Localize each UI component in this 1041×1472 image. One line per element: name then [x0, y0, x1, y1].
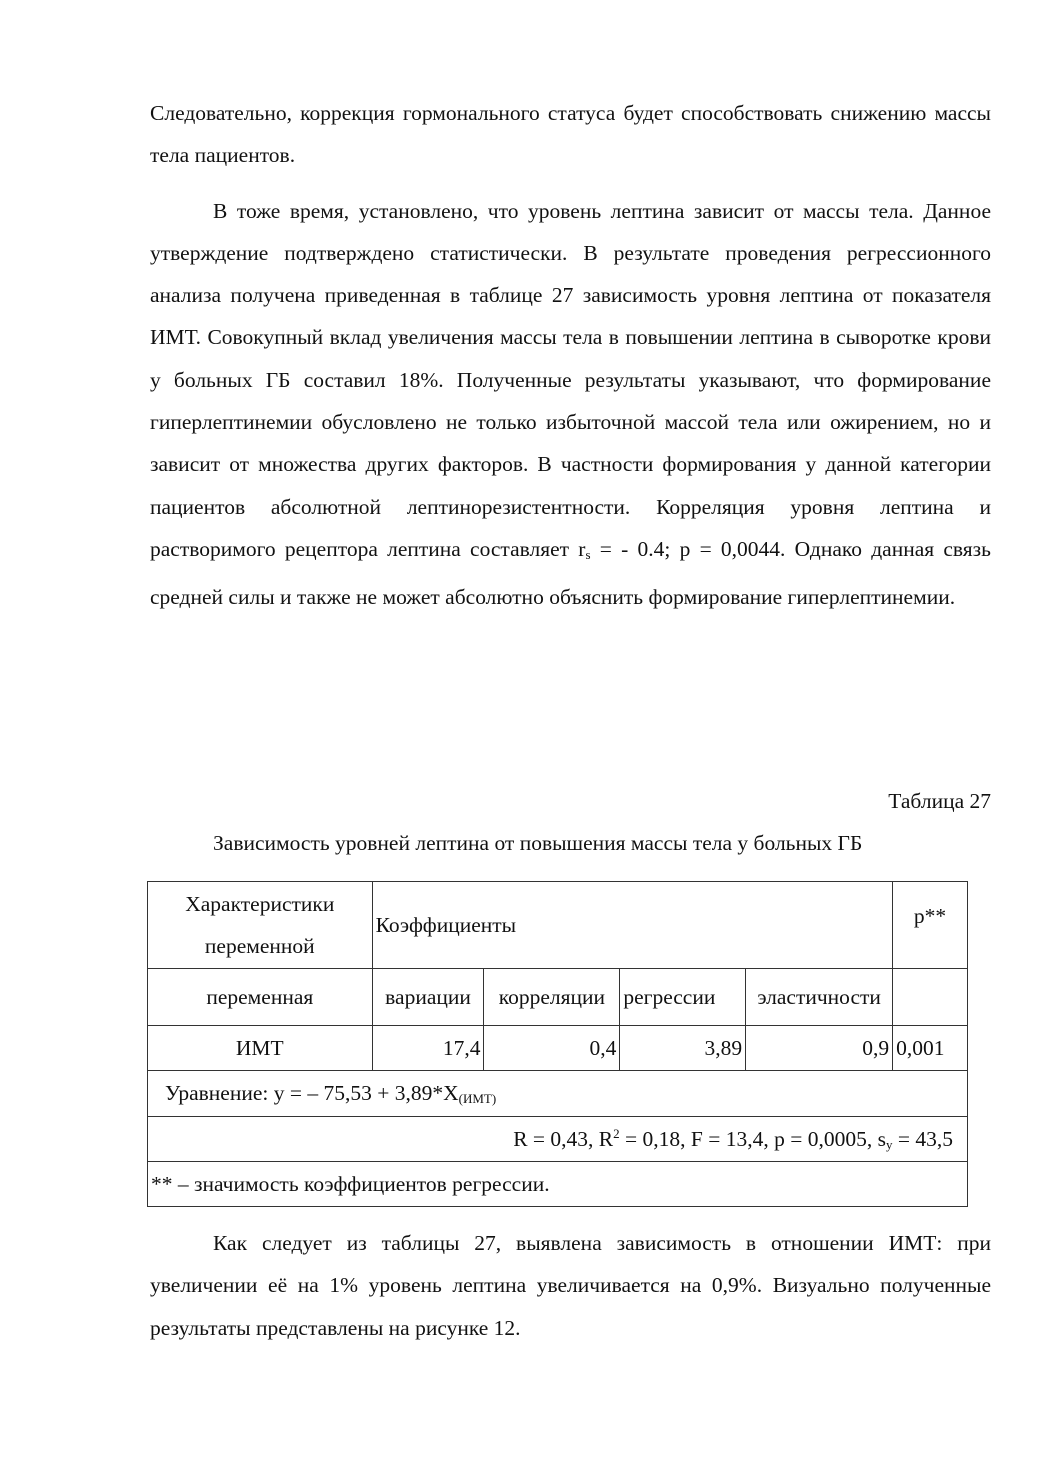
subheader-variation: вариации: [372, 969, 484, 1026]
paragraph-1: Следовательно, коррекция гормонального статуса будет способствовать снижению массы тела пациентов.: [150, 101, 991, 168]
regression-table: [147, 881, 968, 1207]
equation-text: Уравнение: y = – 75,53 + 3,89*X: [165, 1080, 459, 1105]
table-subheader-row: [148, 969, 968, 1026]
model-statistics: [148, 1117, 968, 1162]
stats-text-b: = 0,18, F = 13,4, p = 0,0005, s: [619, 1126, 886, 1151]
subheader-elasticity: эластичности: [746, 969, 893, 1026]
stats-text-c: = 43,5: [892, 1126, 953, 1151]
table-footnote: ** – значимость коэффициентов регрессии.: [148, 1162, 968, 1207]
value-regression: 3,89: [620, 1026, 746, 1071]
stats-text-a: R = 0,43, R: [513, 1126, 614, 1151]
value-variation: 17,4: [372, 1026, 484, 1071]
paragraph-2: [150, 190, 991, 619]
equation-row: [148, 1071, 968, 1117]
header-p: р**: [893, 882, 968, 969]
table-title: Зависимость уровней лептина от повышения массы тела у больных ГБ: [213, 831, 863, 855]
stats-row: [148, 1117, 968, 1162]
row-variable-name: ИМТ: [148, 1026, 373, 1071]
subheader-correlation: корреляции: [484, 969, 620, 1026]
equation-subscript: (ИМТ): [458, 1090, 497, 1106]
regression-equation: [148, 1071, 968, 1117]
header-coefficients: Коэффициенты: [372, 882, 892, 969]
value-p: 0,001: [893, 1026, 968, 1071]
table-row: [148, 1026, 968, 1071]
sy-subscript: y: [885, 1136, 893, 1152]
rs-subscript: s: [585, 546, 591, 562]
subheader-empty-cell: [893, 969, 968, 1026]
value-elasticity: 0,9: [746, 1026, 893, 1071]
r-squared-superscript: 2: [613, 1125, 620, 1141]
paragraph-2-text-b: = - 0.4; p = 0,0044. Однако данная связь средней силы и также не может абсолютно объяснить формирование гиперлептинемии.: [150, 536, 991, 610]
subheader-regression: регрессии: [620, 969, 746, 1026]
paragraph-3: Как следует из таблицы 27, выявлена зависимость в отношении ИМТ: при увеличении её на 1% уровень лептина увеличивается на 0,9%. Визуально полученные результаты представлены на рисунке 12.: [150, 1231, 991, 1340]
header-variable: Характеристики переменной: [148, 882, 373, 969]
subheader-variable: переменная: [148, 969, 373, 1026]
table-header-row: [148, 882, 968, 969]
table-number: Таблица 27: [888, 789, 991, 813]
footnote-row: [148, 1162, 968, 1207]
paragraph-2-text-a: В тоже время, установлено, что уровень лептина зависит от массы тела. Данное утверждение подтверждено статистически. В результате проведения регрессионного анализа получена приведенная в таблице 27 зависимость уровня лептина от показателя ИМТ. Совокупный вклад увеличения массы тела в повышении лептина в сыворотке крови у больных ГБ составил 18%. Полученные результаты указывают, что формирование гиперлептинемии обусловлено не только избыточной массой тела или ожирением, но и зависит от множества других факторов. В частности формирования у данной категории пациентов абсолютной лептинорезистентности. Корреляция уровня лептина и растворимого рецептора лептина составляет r: [150, 198, 991, 561]
document-body: [150, 92, 991, 619]
value-correlation: 0,4: [484, 1026, 620, 1071]
